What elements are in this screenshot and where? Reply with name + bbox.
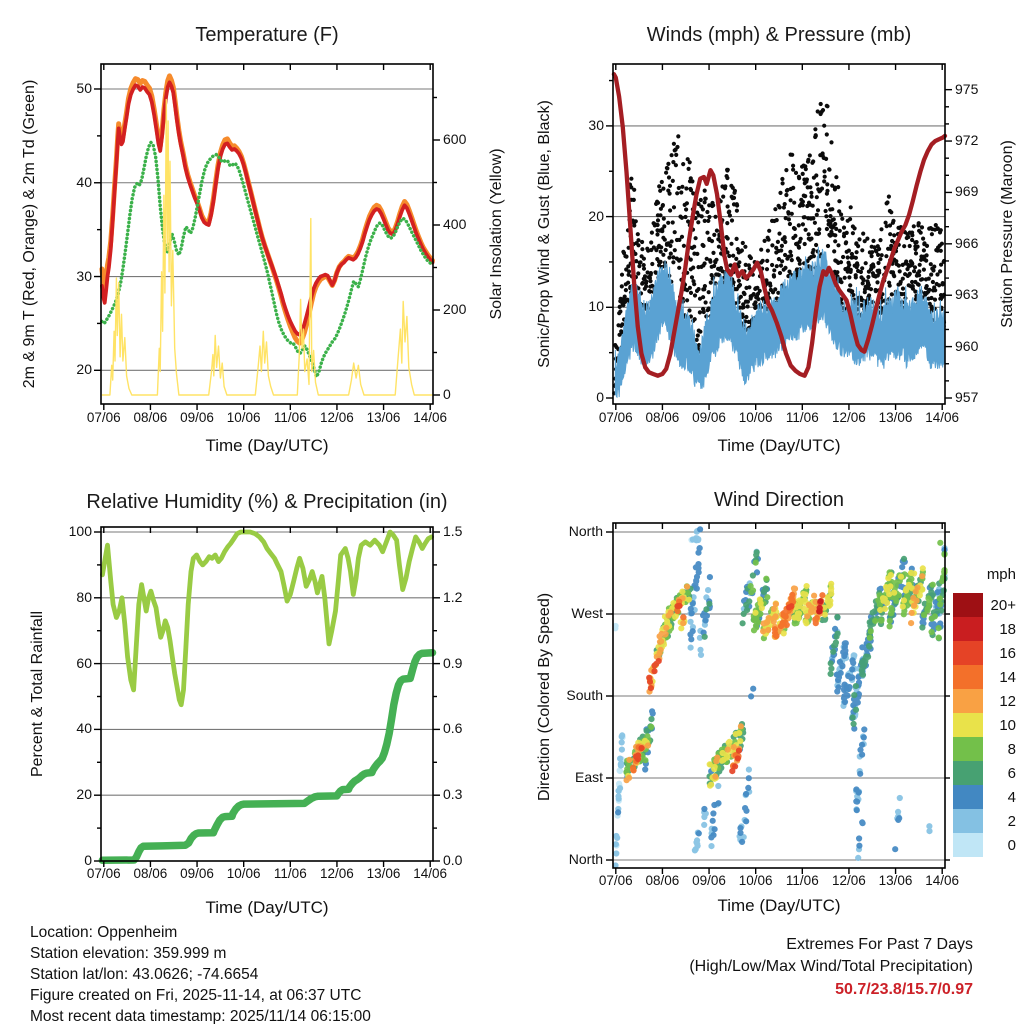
extremes-values: 50.7/23.8/15.7/0.97 [835,981,973,998]
ylabel-solar-right: Solar Insolation (Yellow) [488,148,505,320]
ylabel-wind-left: Sonic/Prop Wind & Gust (Blue, Black) [536,100,553,368]
colorbar-label: 14 [999,669,1016,686]
x-tick-label: 12/06 [832,873,866,888]
y-tick-label: 30 [76,267,92,284]
x-tick-label: 09/06 [180,410,214,425]
x-tick-label: 09/06 [692,410,726,425]
y-tick-label: 972 [955,132,979,149]
footer-timestamp: Most recent data timestamp: 2025/11/14 06:15:00 [30,1008,371,1024]
y-tick-label: 966 [955,234,979,251]
y-tick-label: 975 [955,80,979,97]
y-tick-label: 60 [76,654,92,671]
colorbar-label: 4 [1007,789,1016,806]
extremes-title: Extremes For Past 7 Days [786,936,973,953]
x-tick-label: 07/06 [598,873,633,888]
colorbar-label: 10 [999,717,1016,734]
x-tick-label: 11/06 [273,410,307,425]
y-tick-label: 40 [76,720,92,737]
panel-title-temperature: Temperature (F) [195,24,339,46]
x-tick-label: 07/06 [86,410,121,425]
colorbar-label: 0 [1007,837,1016,854]
x-tick-label: 13/06 [366,410,401,425]
footer-created: Figure created on Fri, 2025-11-14, at 06:37 UTC [30,987,362,1004]
colorbar-label: 6 [1007,765,1016,782]
xlabel-rh: Time (Day/UTC) [205,898,329,917]
y-tick-label: 30 [588,116,604,133]
y-tick-label: 10 [588,298,604,315]
xlabel-wind-direction: Time (Day/UTC) [717,896,841,915]
x-tick-label: 13/06 [366,866,401,881]
y-tick-label: 600 [443,131,467,147]
x-tick-label: 10/06 [738,410,773,425]
colorbar-label: 18 [999,621,1016,638]
x-tick-label: 07/06 [598,410,633,425]
x-tick-label: 09/06 [692,873,726,888]
colorbar-label: 12 [999,693,1016,710]
xlabel-winds: Time (Day/UTC) [717,436,841,455]
direction-tick-label: West [571,605,603,621]
y-tick-label: 20 [76,361,92,378]
y-tick-label: 0.9 [443,654,463,671]
y-tick-label: 40 [76,173,92,190]
y-tick-label: 963 [955,286,979,303]
direction-tick-label: North [568,851,603,867]
y-tick-label: 50 [76,79,92,96]
colorbar-label: 20+ [990,597,1016,614]
x-tick-label: 14/06 [925,410,960,425]
y-tick-label: 0 [84,852,92,868]
x-tick-label: 08/06 [645,410,680,425]
x-tick-label: 14/06 [413,410,448,425]
x-tick-label: 09/06 [180,866,214,881]
x-tick-label: 08/06 [645,873,680,888]
extremes-subtitle: (High/Low/Max Wind/Total Precipitation) [689,958,973,975]
footer-location: Location: Oppenheim [30,924,178,941]
x-tick-label: 10/06 [226,410,261,425]
y-tick-label: 1.2 [443,588,463,605]
x-tick-label: 11/06 [273,866,307,881]
direction-tick-label: North [568,523,603,539]
xlabel-temperature: Time (Day/UTC) [205,436,329,455]
y-tick-label: 0.0 [443,852,463,868]
colorbar-title: mph [986,566,1016,583]
x-tick-label: 10/06 [738,873,773,888]
panel-title-rh-precip: Relative Humidity (%) & Precipitation (in) [86,491,448,513]
x-tick-label: 11/06 [785,410,819,425]
direction-tick-label: East [574,769,603,785]
direction-tick-label: South [566,687,603,703]
y-tick-label: 0 [596,389,604,405]
panel-title-winds-pressure: Winds (mph) & Pressure (mb) [646,24,912,46]
y-tick-label: 20 [76,786,92,803]
y-tick-label: 400 [443,216,467,232]
ylabel-pressure-right: Station Pressure (Maroon) [999,140,1016,328]
y-tick-label: 1.5 [443,523,463,539]
x-tick-label: 08/06 [133,866,168,881]
ylabel-temperature-left: 2m & 9m T (Red, Orange) & 2m Td (Green) [21,79,38,389]
x-tick-label: 13/06 [878,410,913,425]
x-tick-label: 10/06 [226,866,261,881]
y-tick-label: 200 [443,301,467,317]
y-tick-label: 80 [76,588,92,605]
x-tick-label: 13/06 [878,873,913,888]
footer-elevation: Station elevation: 359.999 m [30,945,227,962]
y-tick-label: 960 [955,337,979,354]
ylabel-rh-left: Percent & Total Rainfall [29,610,46,778]
y-tick-label: 0.3 [443,786,463,803]
ylabel-direction-left: Direction (Colored By Speed) [536,592,553,802]
colorbar-label: 2 [1007,813,1016,830]
y-tick-label: 100 [68,523,92,539]
x-tick-label: 14/06 [413,866,448,881]
x-tick-label: 08/06 [133,410,168,425]
y-tick-label: 20 [588,207,604,224]
colorbar-label: 16 [999,645,1016,662]
x-tick-label: 12/06 [832,410,866,425]
x-tick-label: 12/06 [320,410,354,425]
x-tick-label: 14/06 [925,873,960,888]
panel-title-wind-direction: Wind Direction [713,489,845,511]
x-tick-label: 11/06 [785,873,819,888]
y-tick-label: 0 [443,386,451,402]
x-tick-label: 12/06 [320,866,354,881]
x-tick-label: 07/06 [86,866,121,881]
y-tick-label: 969 [955,183,979,200]
footer-latlon: Station lat/lon: 43.0626; -74.6654 [30,966,259,983]
colorbar-label: 8 [1007,741,1016,758]
y-tick-label: 957 [955,389,979,405]
y-tick-label: 0.6 [443,720,463,737]
